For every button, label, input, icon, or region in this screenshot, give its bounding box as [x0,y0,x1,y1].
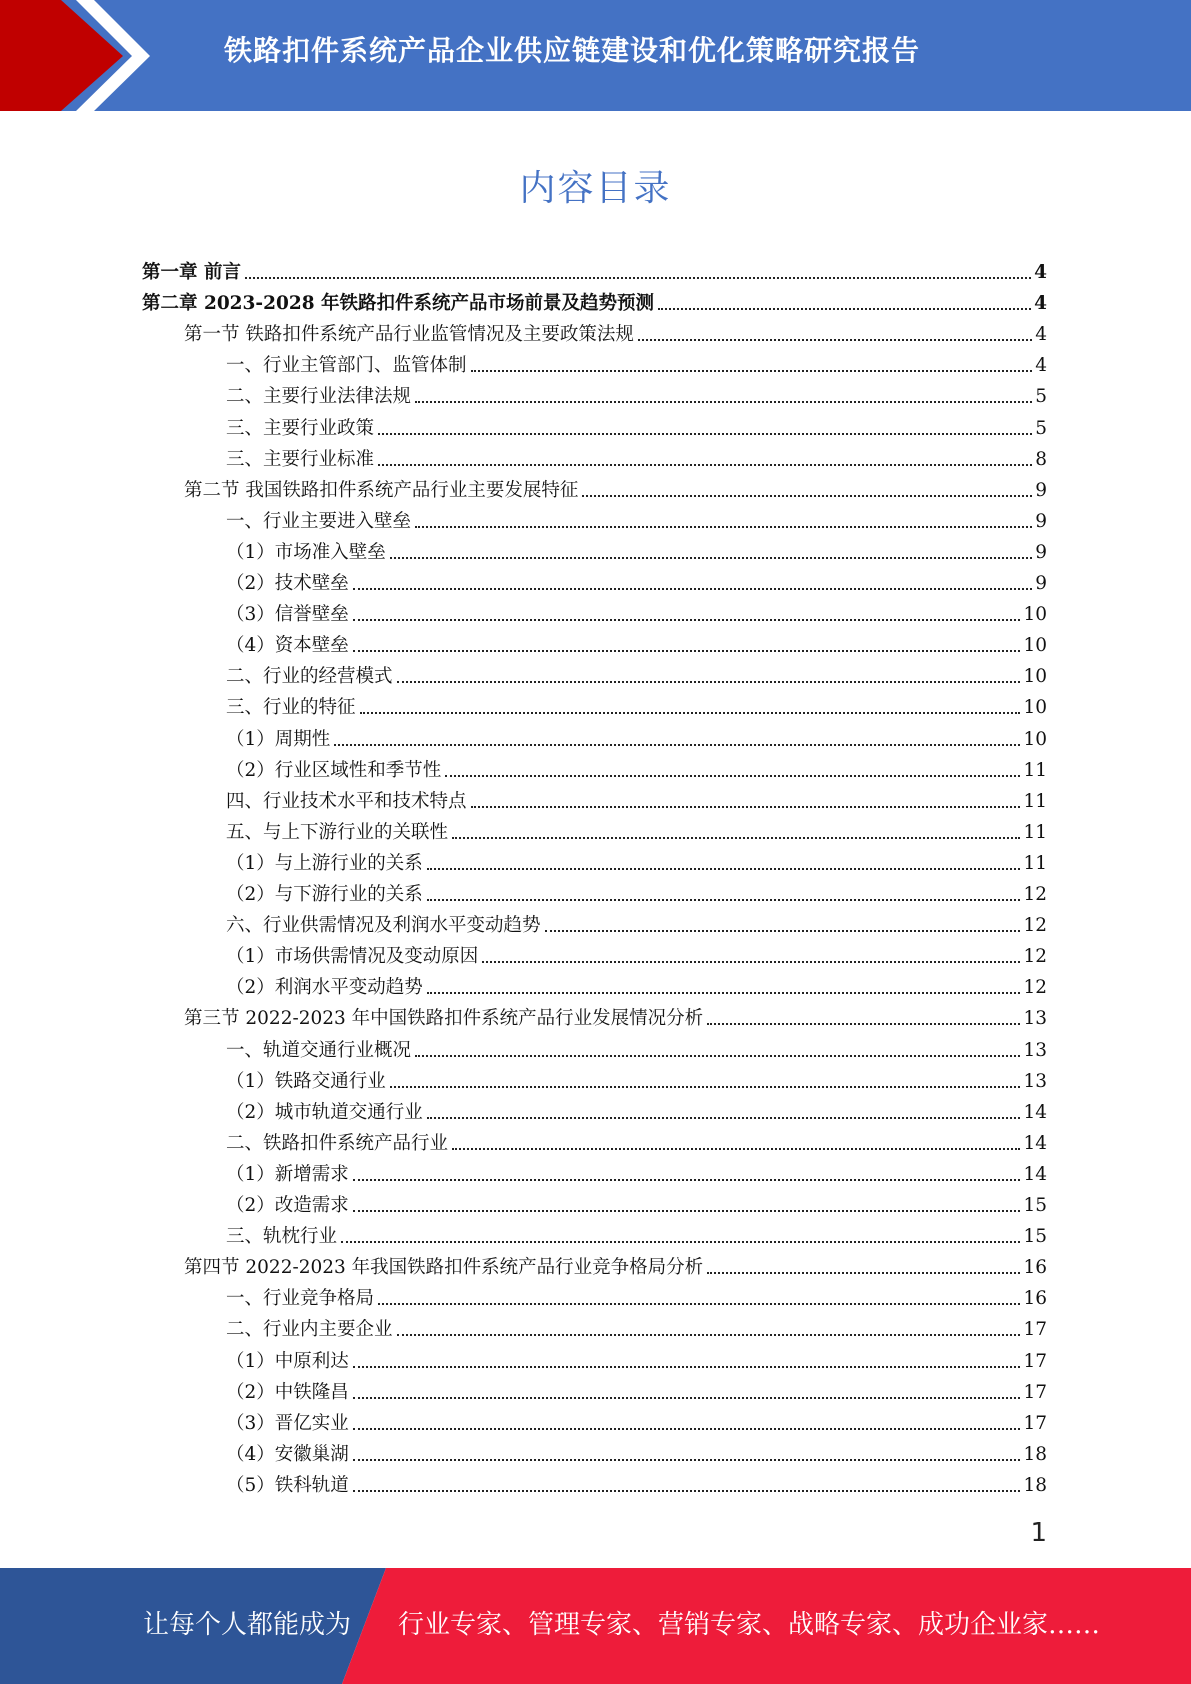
toc-dot-leader [378,432,1032,435]
toc-dot-leader [341,1240,1020,1243]
toc-dot-leader [397,1333,1021,1336]
footer-slogan-left: 让每个人都能成为 [143,1610,352,1640]
toc-dot-leader [545,929,1021,932]
toc-entry[interactable] [226,1218,1047,1249]
toc-entry-title: 三、行业的特征 [226,697,356,719]
toc-entry[interactable] [226,1187,1047,1218]
toc-dot-leader [415,1054,1020,1057]
toc-entry-title: 二、行业的经营模式 [226,666,393,688]
toc-entry-page: 10 [1023,728,1047,750]
toc-entry-page: 9 [1035,510,1047,532]
toc-entry-title: 三、主要行业政策 [226,417,375,439]
toc-entry-title: 第二节 我国铁路扣件系统产品行业主要发展特征 [184,479,579,501]
toc-entry[interactable] [226,969,1047,1000]
toc-entry[interactable] [226,876,1047,907]
toc-entry[interactable] [226,347,1047,378]
toc-entry-title: 六、行业供需情况及利润水平变动趋势 [226,915,541,937]
toc-entry-page: 9 [1035,479,1047,501]
toc-entry-title: （1）市场准入壁垒 [226,541,386,563]
toc-entry-page: 4 [1035,355,1047,377]
toc-entry-title: 第一章 前言 [142,262,241,283]
toc-dot-leader [245,276,1031,279]
toc-entry-page: 16 [1023,1257,1047,1279]
toc-dot-leader [707,1271,1020,1274]
toc-entry[interactable] [226,534,1047,565]
toc-entry[interactable] [226,410,1047,441]
toc-dot-leader [452,1147,1020,1150]
footer-banner [0,1568,1191,1684]
toc-entry-title: （1）中原利达 [226,1350,349,1372]
toc-entry-title: 一、行业竞争格局 [226,1288,375,1310]
toc-dot-leader [427,991,1021,994]
toc-entry[interactable] [226,1063,1047,1094]
toc-entry-page: 13 [1023,1070,1047,1092]
toc-entry[interactable] [226,596,1047,627]
toc-entry[interactable] [184,1000,1047,1031]
toc-entry-title: （1）周期性 [226,728,331,750]
toc-entry-title: （1）与上游行业的关系 [226,852,423,874]
toc-entry-title: 一、轨道交通行业概况 [226,1039,412,1061]
toc-entry-page: 13 [1023,1039,1047,1061]
toc-entry-title: （3）信誉壁垒 [226,604,349,626]
toc-entry-page: 15 [1023,1195,1047,1216]
toc-entry[interactable] [226,503,1047,534]
toc-dot-leader [427,1116,1021,1119]
toc-entry-page: 11 [1023,790,1047,812]
toc-dot-leader [445,774,1020,777]
toc-entry-title: （2）行业区域性和季节性 [226,759,442,781]
footer-slogan-right: 行业专家、管理专家、营销专家、战略专家、成功企业家…… [398,1610,1101,1640]
toc-entry-title: 一、行业主管部门、监管体制 [226,355,467,377]
toc-entry[interactable] [226,1280,1047,1311]
toc-entry[interactable] [226,1374,1047,1405]
toc-entry-page: 14 [1023,1132,1047,1154]
toc-entry[interactable] [226,783,1047,814]
toc-entry[interactable] [184,1249,1047,1280]
toc-entry-page: 17 [1023,1412,1047,1434]
toc-dot-leader [353,1396,1021,1399]
toc-title: 内容目录 [519,168,672,209]
toc-entry-page: 12 [1023,977,1047,999]
toc-dot-leader [415,400,1032,403]
toc-entry-title: 三、轨枕行业 [226,1226,338,1248]
toc-entry-title: 五、与上下游行业的关联性 [226,821,449,843]
toc-entry[interactable] [226,907,1047,938]
header-title: 铁路扣件系统产品企业供应链建设和优化策略研究报告 [224,34,921,67]
toc-entry-page: 12 [1023,884,1047,905]
toc-dot-leader [353,649,1021,652]
toc-entry-page: 14 [1023,1101,1047,1123]
toc-entry-title: 二、主要行业法律法规 [226,386,412,408]
toc-entry[interactable] [226,845,1047,876]
toc-entry-title: （1）铁路交通行业 [226,1070,386,1092]
toc-entry[interactable] [184,316,1047,347]
toc-entry-title: 第一节 铁路扣件系统产品行业监管情况及主要政策法规 [184,324,634,346]
toc-entry[interactable] [226,1125,1047,1156]
toc-entry-page: 4 [1034,293,1047,315]
toc-dot-leader [452,836,1020,839]
toc-entry[interactable] [226,1467,1047,1498]
toc-entry-page: 10 [1023,666,1047,688]
toc-entry-page: 11 [1023,821,1047,843]
toc-entry-title: 第三节 2022-2023 年中国铁路扣件系统产品行业发展情况分析 [184,1008,704,1030]
toc-entry[interactable] [226,378,1047,409]
toc-dot-leader [378,463,1032,466]
toc-dot-leader [471,805,1021,808]
toc-entry-title: （2）利润水平变动趋势 [226,977,423,999]
toc-entry-title: 第二章 2023-2028 年铁路扣件系统产品市场前景及趋势预测 [142,293,655,315]
toc-entry-page: 10 [1023,697,1047,719]
toc-entry-page: 13 [1023,1008,1047,1030]
toc-entry[interactable] [142,254,1047,285]
toc-dot-leader [415,525,1032,528]
toc-entry-page: 4 [1034,262,1047,283]
toc-dot-leader [390,556,1032,559]
toc-entry-page: 12 [1023,946,1047,968]
toc-entry[interactable] [226,1436,1047,1467]
toc-entry-title: （3）晋亿实业 [226,1412,349,1434]
toc-dot-leader [638,338,1032,341]
toc-entry-page: 11 [1023,759,1047,781]
header-banner [0,0,1191,111]
toc-dot-leader [582,494,1032,497]
toc-entry-page: 17 [1023,1381,1047,1403]
page-number: 1 [1030,1518,1047,1548]
toc-entry-title: （1）新增需求 [226,1163,349,1185]
toc-entry[interactable] [226,689,1047,720]
toc-entry-title: （4）资本壁垒 [226,635,349,657]
toc-entry-title: （2）与下游行业的关系 [226,884,423,905]
toc-entry-title: （1）市场供需情况及变动原因 [226,946,479,968]
toc-dot-leader [334,743,1020,746]
toc-dot-leader [353,1178,1021,1181]
toc-entry[interactable] [226,441,1047,472]
toc-dot-leader [353,1427,1021,1430]
toc-entry-page: 8 [1035,448,1047,470]
toc-entry[interactable] [226,1405,1047,1436]
toc-entry-page: 17 [1023,1319,1047,1341]
toc-entry-title: 一、行业主要进入壁垒 [226,510,412,532]
toc-dot-leader [353,587,1032,590]
toc-entry[interactable] [226,1094,1047,1125]
toc-dot-leader [707,1022,1020,1025]
toc-dot-leader [471,369,1033,372]
toc-entry-title: 二、铁路扣件系统产品行业 [226,1132,449,1154]
toc-entry-title: （2）城市轨道交通行业 [226,1101,423,1123]
toc-entry-page: 17 [1023,1350,1047,1372]
toc-entry-title: （5）铁科轨道 [226,1474,349,1496]
toc-entry-title: （4）安徽巢湖 [226,1443,349,1465]
toc-entry[interactable] [226,1156,1047,1187]
toc-dot-leader [353,1365,1021,1368]
toc-entry-page: 11 [1023,852,1047,874]
toc-entry[interactable] [226,938,1047,969]
toc-entry[interactable] [226,1032,1047,1063]
toc-entry-title: （2）技术壁垒 [226,573,349,594]
toc-entry-page: 18 [1023,1443,1047,1465]
toc-entry-page: 12 [1023,915,1047,937]
toc-dot-leader [390,1085,1021,1088]
toc-entry[interactable] [226,1311,1047,1342]
toc-dot-leader [353,1209,1021,1212]
toc-entry[interactable] [226,1343,1047,1374]
toc-entry[interactable] [226,814,1047,845]
toc-entry[interactable] [226,565,1047,596]
toc-dot-leader [360,711,1021,714]
toc-entry[interactable] [184,472,1047,503]
toc-entry-title: 三、主要行业标准 [226,448,375,470]
toc-entry-page: 15 [1023,1226,1047,1248]
toc-entry-title: （2）中铁隆昌 [226,1381,349,1403]
toc-entry-page: 10 [1023,604,1047,626]
toc-entry-page: 10 [1023,635,1047,657]
toc-entry-title: 二、行业内主要企业 [226,1319,393,1341]
toc-entry[interactable] [226,658,1047,689]
toc-entry[interactable] [226,627,1047,658]
toc-entry-page: 9 [1035,573,1047,594]
toc-dot-leader [427,867,1021,870]
toc-entry[interactable] [142,285,1047,316]
toc-dot-leader [353,618,1021,621]
toc-dot-leader [378,1302,1020,1305]
toc-entry-page: 4 [1035,324,1047,346]
toc-entry[interactable] [226,752,1047,783]
toc-entry-page: 16 [1023,1288,1047,1310]
toc-dot-leader [427,898,1021,901]
toc-dot-leader [658,307,1031,310]
toc-entry-title: 第四节 2022-2023 年我国铁路扣件系统产品行业竞争格局分析 [184,1257,704,1279]
toc-dot-leader [397,680,1021,683]
toc-entry-page: 18 [1023,1474,1047,1496]
toc-dot-leader [353,1489,1021,1492]
toc-entry-page: 9 [1035,541,1047,563]
toc-entry-title: 四、行业技术水平和技术特点 [226,790,467,812]
toc-entry[interactable] [226,721,1047,752]
toc-entry-title: （2）改造需求 [226,1195,349,1216]
toc-entry-page: 5 [1035,417,1047,439]
toc-entry-page: 14 [1023,1163,1047,1185]
toc-entry-page: 5 [1035,386,1047,408]
toc-dot-leader [353,1458,1021,1461]
toc-dot-leader [482,960,1020,963]
